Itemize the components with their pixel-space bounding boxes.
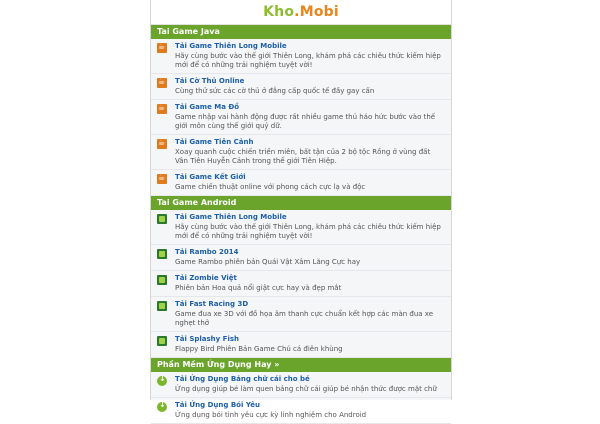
item-description: Ứng dụng giúp bé làm quen bảng chữ cái giúp bé nhận thức được mặt chữ: [175, 385, 437, 393]
section-title-java: Tai Game Java: [151, 25, 451, 39]
list-item[interactable]: [151, 210, 451, 245]
list-item[interactable]: [151, 297, 451, 332]
item-title[interactable]: Tải Zombie Việt: [175, 274, 237, 282]
item-title[interactable]: Tải Game Ma Đồ: [175, 103, 240, 111]
java-icon: [157, 139, 167, 149]
item-description: Flappy Bird Phiên Bản Game Chú cá điên khùng: [175, 345, 343, 353]
list-item[interactable]: [151, 170, 451, 196]
item-title[interactable]: Tải Ứng Dụng Bói Yêu: [175, 401, 260, 409]
item-description: Game Rambo phiên bản Quái Vật Xâm Lăng Cực hay: [175, 258, 361, 266]
android-icon: [157, 336, 167, 346]
android-icon: [157, 249, 167, 259]
item-description: Cùng thử sức các cờ thủ ở đẳng cấp quốc tế đầy gay cấn: [175, 87, 375, 95]
java-icon: [157, 43, 167, 53]
item-title[interactable]: Tải Cờ Thủ Online: [175, 77, 245, 85]
list-item[interactable]: [151, 372, 451, 398]
android-icon: [157, 275, 167, 285]
page-container: [150, 0, 452, 419]
item-description: Phiên bản Hoa quả nổi giật cực hay và đẹp mắt: [175, 284, 342, 292]
android-icon: [157, 301, 167, 311]
site-logo[interactable]: [151, 0, 451, 25]
item-description: Game chiến thuật online với phong cách cực lạ và độc: [175, 183, 366, 191]
logo-part-1: Kho: [263, 4, 295, 20]
list-item[interactable]: [151, 74, 451, 100]
item-title[interactable]: Tải Ứng Dụng Bảng chữ cái cho bé: [175, 375, 310, 383]
item-title[interactable]: Tải Game Tiên Cảnh: [175, 138, 254, 146]
list-item[interactable]: [151, 135, 451, 170]
item-title[interactable]: Tải Splashy Fish: [175, 335, 239, 343]
item-description: Hãy cùng bước vào thế giới Thiên Long, khám phá các chiêu thức kiếm hiệp mới để có những trải nghiệm tuyệt vời!: [175, 223, 441, 240]
item-title[interactable]: Tải Game Thiên Long Mobile: [175, 213, 287, 221]
list-item[interactable]: [151, 245, 451, 271]
item-description: Game nhập vai hành động được rất nhiều game thủ háo hức bước vào thế giới môn cùng thế giới quỷ dữ.: [175, 113, 436, 130]
section-title-android: Tai Game Android: [151, 196, 451, 210]
logo-part-2: .Mobi: [294, 4, 339, 20]
java-icon: [157, 174, 167, 184]
java-icon: [157, 78, 167, 88]
item-description: Ứng dụng bói tình yêu cực kỳ linh nghiệm cho Android: [175, 411, 367, 419]
item-description: Hãy cùng bước vào thế giới Thiên Long, khám phá các chiêu thức kiếm hiệp mới để có những trải nghiệm tuyệt vời!: [175, 52, 441, 69]
list-item[interactable]: [151, 39, 451, 74]
download-icon: [157, 402, 167, 412]
android-icon: [157, 214, 167, 224]
list-item[interactable]: [151, 100, 451, 135]
list-item[interactable]: [151, 271, 451, 297]
item-description: Xoay quanh cuộc chiến triền miên, bất tận của 2 bộ tộc Rồng ở vùng đất Vân Tiên Huyễn Cảnh trong thế giới Tiên Hiệp.: [175, 148, 431, 165]
list-item[interactable]: [151, 332, 451, 358]
item-title[interactable]: Tải Fast Racing 3D: [175, 300, 249, 308]
item-title[interactable]: Tải Rambo 2014: [175, 248, 239, 256]
download-icon: [157, 376, 167, 386]
java-icon: [157, 104, 167, 114]
item-title[interactable]: Tải Game Thiên Long Mobile: [175, 42, 287, 50]
item-description: Game đua xe 3D với đồ họa âm thanh cực chuẩn kết hợp các màn đua xe nghẹt thở: [175, 310, 434, 327]
item-title[interactable]: Tải Game Kết Giới: [175, 173, 246, 181]
list-item[interactable]: [151, 398, 451, 424]
section-title-apps[interactable]: Phần Mềm Ứng Dụng Hay »: [151, 358, 451, 372]
